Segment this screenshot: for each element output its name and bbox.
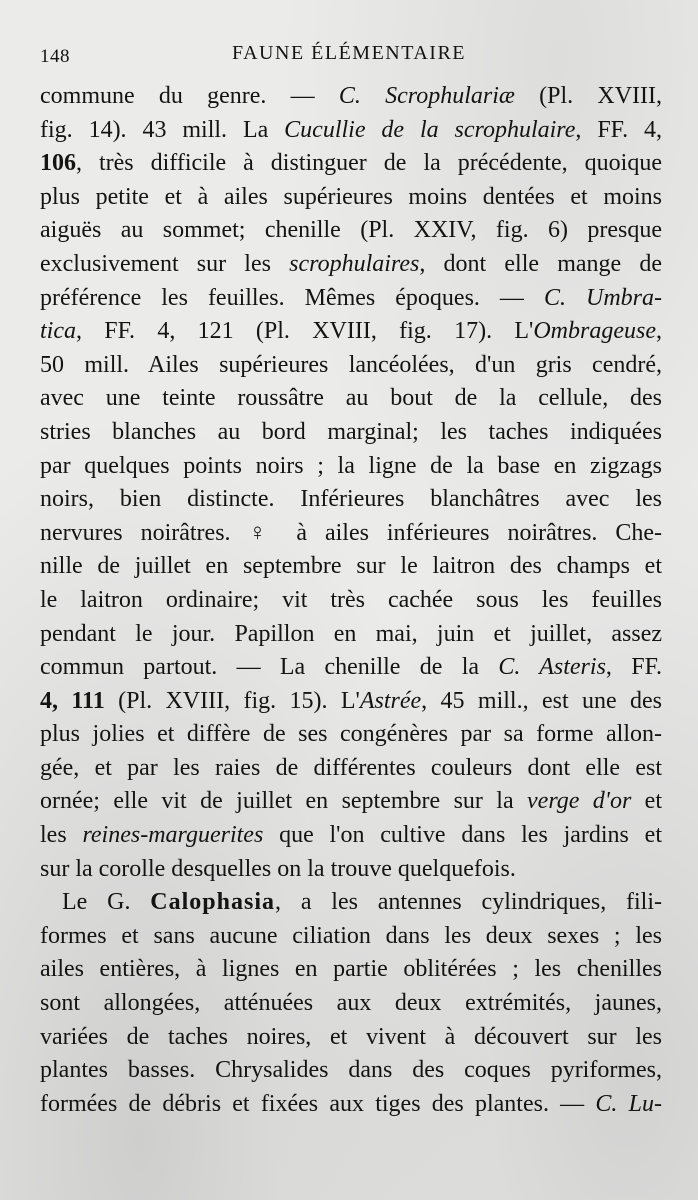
text-segment: que l'on cultive dans les jardins et — [263, 822, 662, 849]
text-line — [40, 214, 662, 248]
text-segment: , — [656, 318, 662, 345]
text-line — [40, 584, 662, 618]
italic-text: Astrée — [359, 687, 422, 714]
italic-text: scrophulaires — [289, 250, 420, 277]
text-line — [40, 147, 662, 181]
italic-text: Ombrageuse — [533, 318, 656, 345]
text-line — [40, 282, 662, 316]
text-line — [40, 853, 662, 887]
text-line — [40, 785, 662, 819]
text-line — [40, 114, 662, 148]
italic-text: Cucullie de la scrophulaire — [284, 116, 576, 143]
text-line — [40, 483, 662, 517]
text-segment: , dont elle mange de — [419, 250, 662, 277]
text-segment: noirs, bien distincte. Inférieures blanchâtres avec les — [40, 486, 662, 513]
text-segment: exclusivement sur les — [40, 250, 290, 277]
text-line — [40, 1054, 662, 1088]
text-segment: nille de juillet en septembre sur le laitron des champs et — [40, 553, 662, 580]
text-segment: 50 mill. Ailes supérieures lancéolées, d'un gris cendré, — [40, 351, 662, 378]
body-text — [40, 80, 662, 1121]
italic-text: C. Asteris — [498, 654, 606, 681]
text-segment: ornée; elle vit de juillet en septembre sur la — [40, 788, 528, 815]
text-line — [40, 416, 662, 450]
text-segment: plantes basses. Chrysalides dans des coques pyriformes, — [40, 1057, 662, 1084]
text-line — [40, 181, 662, 215]
text-line — [40, 382, 662, 416]
text-segment: fig. 14). 43 mill. La — [40, 116, 285, 143]
text-line — [40, 752, 662, 786]
italic-text: tica — [40, 318, 76, 345]
text-segment: formées de débris et fixées aux tiges des plantes. — — [40, 1090, 596, 1117]
text-line — [40, 987, 662, 1021]
text-segment: (Pl. XVIII, fig. 15). L' — [104, 687, 360, 714]
text-line — [40, 718, 662, 752]
text-segment: stries blanches au bord marginal; les taches indiquées — [40, 418, 662, 445]
text-segment: (Pl. XVIII, — [514, 83, 662, 109]
text-line — [40, 349, 662, 383]
text-segment: préférence les feuilles. Mêmes époques. — — [40, 284, 544, 311]
text-line — [40, 450, 662, 484]
text-line — [40, 550, 662, 584]
text-segment: Le G. — [62, 889, 151, 916]
text-segment: ailes entières, à lignes en partie oblitérées ; les chenilles — [40, 956, 662, 983]
text-segment: , FF. — [605, 654, 662, 681]
text-line — [40, 685, 662, 719]
text-segment: 106 — [40, 150, 76, 177]
text-segment: sont allongées, atténuées aux deux extrémités, jaunes, — [40, 990, 662, 1017]
text-segment: le laitron ordinaire; vit très cachée sous les feuilles — [40, 586, 662, 613]
text-line — [40, 651, 662, 685]
text-line — [40, 618, 662, 652]
page-number: 148 — [40, 46, 70, 67]
text-segment: , FF. 4, 121 (Pl. XVIII, fig. 17). L' — [76, 318, 534, 345]
text-segment: et — [631, 788, 662, 815]
text-segment: par quelques points noirs ; la ligne de la base en zigzags — [40, 452, 662, 479]
text-segment: variées de taches noires, et vivent à découvert sur les — [40, 1023, 662, 1050]
text-line — [40, 248, 662, 282]
text-segment: , très difficile à distinguer de la précédente, quoique — [76, 150, 662, 177]
text-line — [40, 920, 662, 954]
italic-text: C. Lu- — [595, 1090, 662, 1117]
text-segment: nervures noirâtres. ♀ à ailes inférieures noirâtres. Che- — [40, 519, 662, 546]
text-segment: , FF. 4, — [575, 116, 662, 143]
text-line — [40, 80, 662, 114]
text-segment: plus jolies et diffère de ses congénères par sa forme allon- — [40, 721, 662, 748]
text-segment: , 45 mill., est une des — [421, 687, 662, 714]
text-segment: commun partout. — La chenille de la — [40, 654, 499, 681]
text-segment: 4, 111 — [40, 687, 105, 714]
italic-text: C. Scrophulariæ — [338, 83, 515, 109]
text-line — [40, 517, 662, 551]
text-line — [40, 315, 662, 349]
text-line — [40, 819, 662, 853]
text-line — [40, 1021, 662, 1055]
text-segment: commune du genre. — — [40, 83, 339, 109]
running-title: FAUNE ÉLÉMENTAIRE — [231, 42, 467, 64]
italic-text: reines-marguerites — [82, 822, 264, 849]
text-segment: plus petite et à ailes supérieures moins dentées et moins — [40, 183, 662, 210]
text-segment: pendant le jour. Papillon en mai, juin et juillet, assez — [40, 620, 662, 647]
text-line — [40, 1088, 662, 1122]
text-segment: gée, et par les raies de différentes couleurs dont elle est — [40, 754, 662, 781]
text-segment: les — [40, 822, 83, 849]
page-header — [40, 40, 658, 68]
text-line — [40, 953, 662, 987]
text-segment: , a les antennes cylindriques, fili- — [275, 889, 662, 916]
text-segment: formes et sans aucune ciliation dans les deux sexes ; les — [40, 922, 662, 949]
genus-name: Calophasia — [150, 889, 275, 916]
italic-text: verge d'or — [527, 788, 632, 815]
text-segment: aiguës au sommet; chenille (Pl. XXIV, fig. 6) presque — [40, 217, 662, 244]
italic-text: C. Umbra- — [543, 284, 662, 311]
text-segment: avec une teinte roussâtre au bout de la cellule, des — [40, 385, 662, 412]
text-line — [40, 886, 662, 920]
text-segment: sur la corolle desquelles on la trouve quelquefois. — [40, 855, 516, 882]
